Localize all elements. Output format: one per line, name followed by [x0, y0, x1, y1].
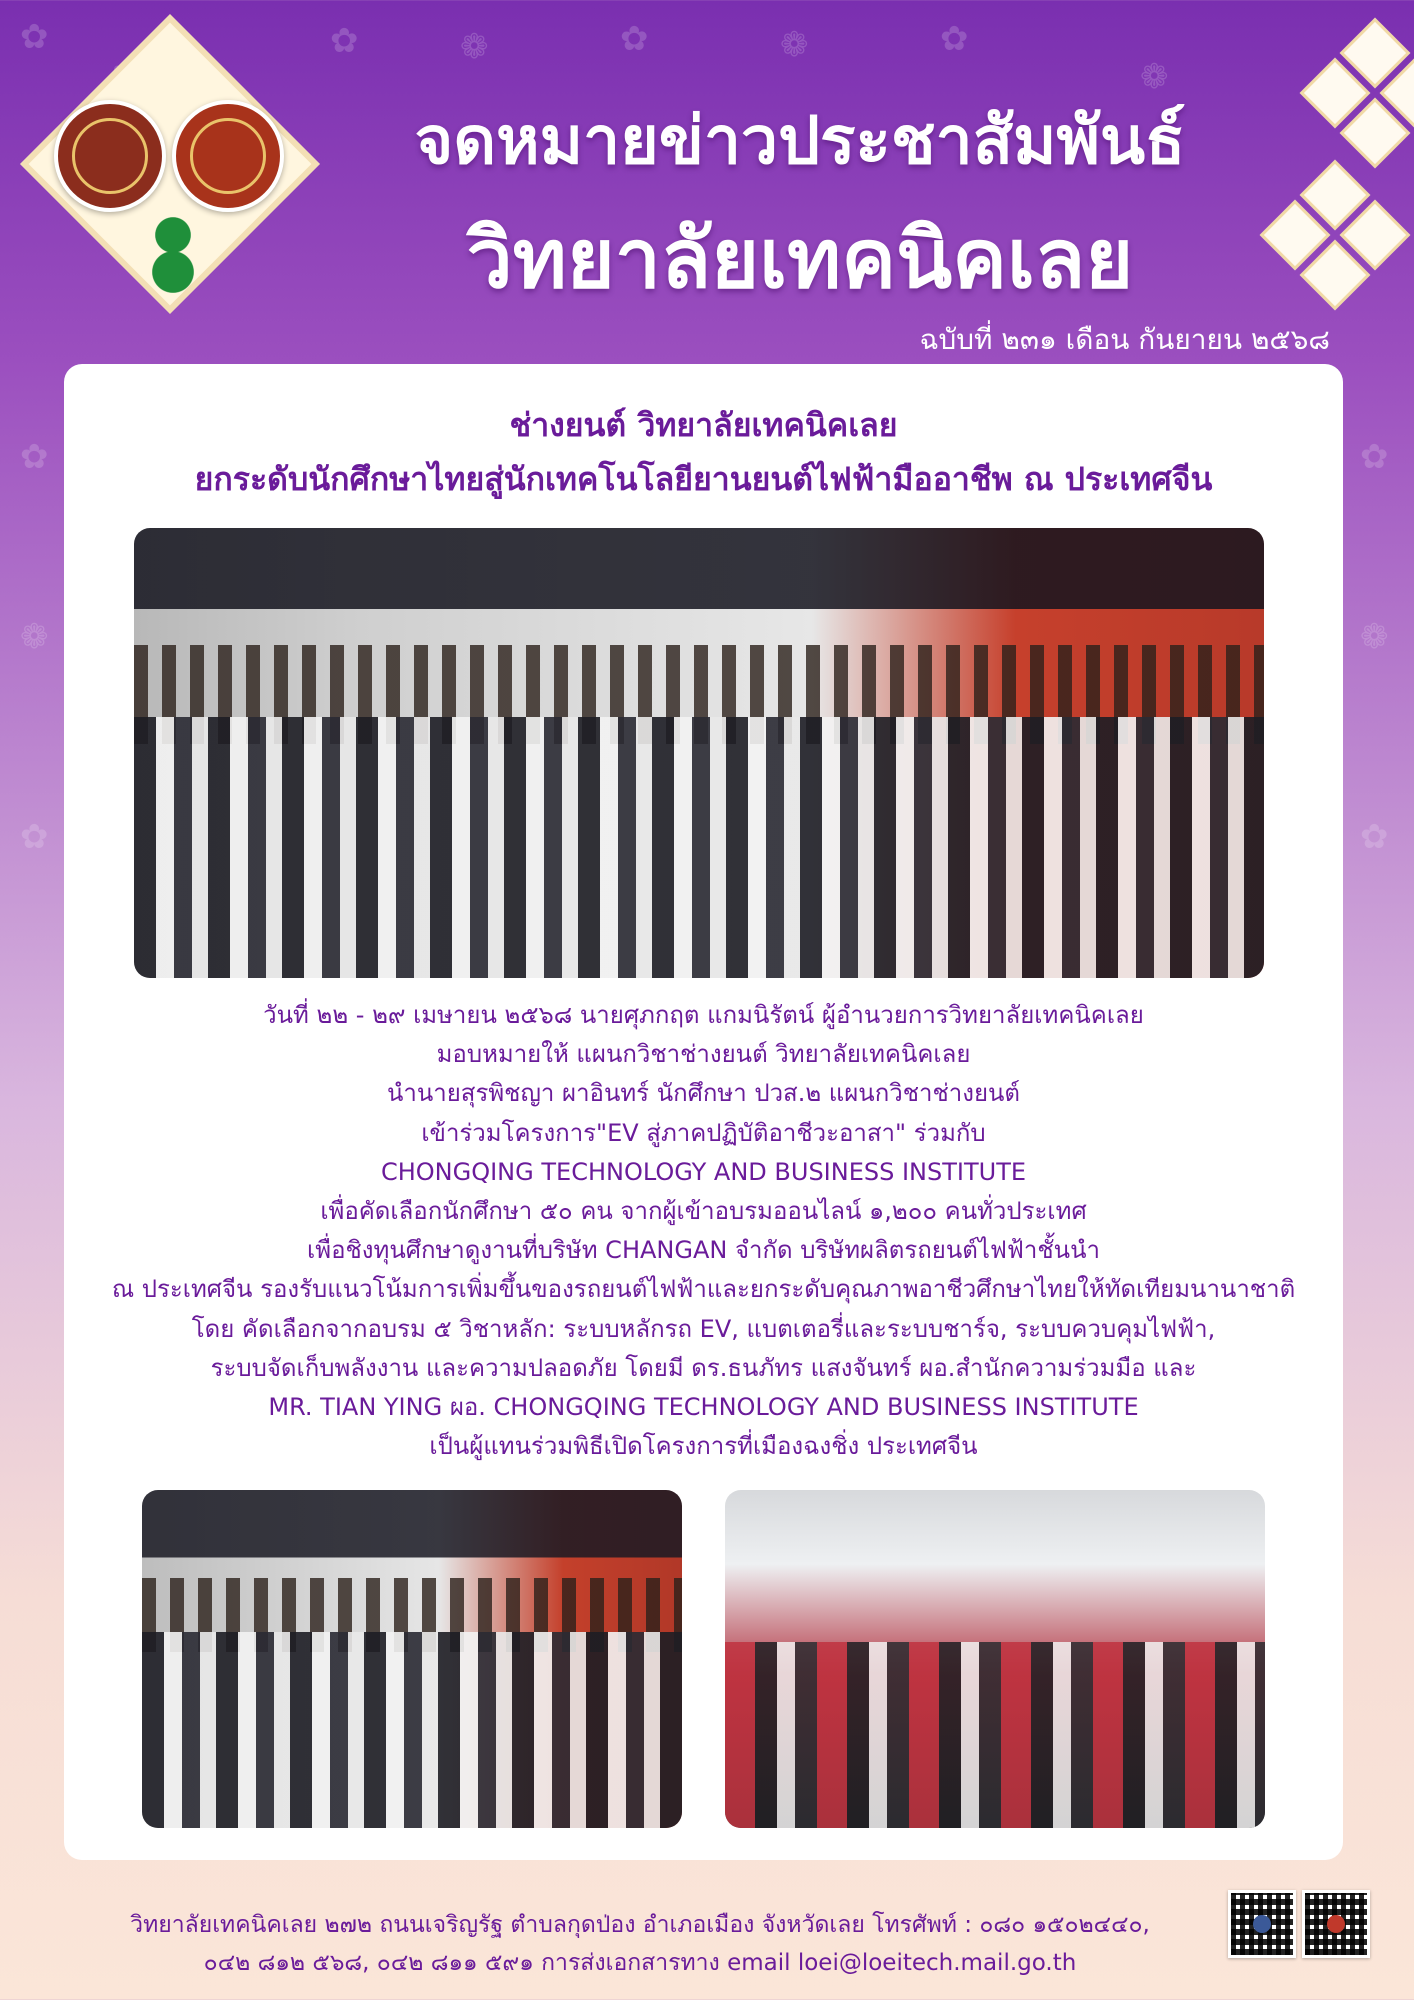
body-line: มอบหมายให้ แผนกวิชาช่างยนต์ วิทยาลัยเทคนิคเลย: [436, 1040, 971, 1069]
newsletter-title: จดหมายข่าวประชาสัมพันธ์: [414, 102, 1186, 179]
body-line: เพื่อชิงทุนศึกษาดูงานที่บริษัท CHANGAN จำกัด บริษัทผลิตรถยนต์ไฟฟ้าชั้นนำ: [307, 1236, 1100, 1265]
flower-ornament-icon: ✿: [940, 19, 969, 59]
body-line: ระบบจัดเก็บพลังงาน และความปลอดภัย โดยมี ดร.ธนภัทร แสงจันทร์ ผอ.สำนักความร่วมมือ และ: [210, 1353, 1197, 1382]
flower-ornament-icon: ✿: [20, 437, 49, 477]
footer-address: วิทยาลัยเทคนิคเลย ๒๗๒ ถนนเจริญรัฐ ตำบลกุดป่อง อำเภอเมือง จังหวัดเลย โทรศัพท์ : ๐๘๐ ๑๕๐๒๔๔๐,: [130, 1912, 1150, 1938]
body-line: โดย คัดเลือกจากอบรม ๕ วิชาหลัก: ระบบหลักรถ EV, แบตเตอรี่และระบบชาร์จ, ระบบควบคุมไฟฟ้า,: [191, 1314, 1216, 1343]
vec-seal-logo: [54, 100, 166, 212]
auditorium-photo: [725, 1490, 1265, 1828]
issue-number: ฉบับที่ ๒๓๑ เดือน กันยายน ๒๕๖๘: [919, 323, 1330, 356]
article-headline: ช่างยนต์ วิทยาลัยเทคนิคเลย: [509, 406, 898, 444]
body-line: เข้าร่วมโครงการ"EV สู่ภาคปฏิบัติอาชีวะอาสา" ร่วมกับ: [421, 1118, 986, 1147]
college-name-title: วิทยาลัยเทคนิคเลย: [466, 212, 1134, 307]
flower-ornament-icon: ✿: [20, 817, 49, 857]
article-body: [64, 996, 1343, 1466]
flower-ornament-icon: ✿: [1360, 817, 1389, 857]
article-subheadline: ยกระดับนักศึกษาไทยสู่นักเทคโนโลยียานยนต์ไฟฟ้ามืออาชีพ ณ ประเทศจีน: [194, 460, 1213, 498]
body-line: MR. TIAN YING ผอ. CHONGQING TECHNOLOGY AND BUSINESS INSTITUTE: [268, 1393, 1139, 1422]
flower-ornament-icon: ❁: [460, 27, 489, 67]
body-line: เพื่อคัดเลือกนักศึกษา ๕๐ คน จากผู้เข้าอบรมออนไลน์ ๑,๒๐๐ คนทั่วประเทศ: [320, 1197, 1087, 1226]
footer-email: ๐๔๒ ๘๑๒ ๕๖๘, ๐๔๒ ๘๑๑ ๕๙๑ การส่งเอกสารทาง email loei@loeitech.mail.go.th: [203, 1950, 1077, 1976]
line-qr-icon[interactable]: [1302, 1890, 1370, 1958]
facebook-qr-icon[interactable]: [1228, 1890, 1296, 1958]
body-line: เป็นผู้แทนร่วมพิธีเปิดโครงการที่เมืองฉงชิ่ง ประเทศจีน: [429, 1432, 978, 1461]
flower-ornament-icon: ✿: [330, 21, 359, 61]
flower-ornament-icon: ✿: [20, 17, 49, 57]
group-photo-secondary: [142, 1490, 682, 1828]
body-line: CHONGQING TECHNOLOGY AND BUSINESS INSTITUTE: [380, 1157, 1027, 1186]
flower-ornament-icon: ❁: [780, 25, 809, 65]
body-line: วันที่ ๒๒ - ๒๙ เมษายน ๒๕๖๘ นายศุภกฤต แกมนิรัตน์ ผู้อำนวยการวิทยาลัยเทคนิคเลย: [263, 1001, 1144, 1029]
flower-ornament-icon: ✿: [620, 19, 649, 59]
naga-88-emblem: [128, 200, 218, 300]
footer-contact: [90, 1906, 1190, 1982]
flower-ornament-icon: ✿: [1360, 437, 1389, 477]
body-line: นำนายสุรพิชญา ผาอินทร์ นักศึกษา ปวส.๒ แผนกวิชาช่างยนต์: [386, 1079, 1021, 1108]
flower-ornament-icon: ❁: [1360, 617, 1389, 657]
body-line: ณ ประเทศจีน รองรับแนวโน้มการเพิ่มขึ้นของรถยนต์ไฟฟ้าและยกระดับคุณภาพอาชีวศึกษาไทยให้ทัดเทียมนานาชาติ: [111, 1275, 1296, 1304]
college-seal-logo: [172, 100, 284, 212]
flower-ornament-icon: ❁: [1140, 57, 1169, 97]
group-photo-main: [134, 528, 1264, 978]
flower-ornament-icon: ❁: [20, 617, 49, 657]
